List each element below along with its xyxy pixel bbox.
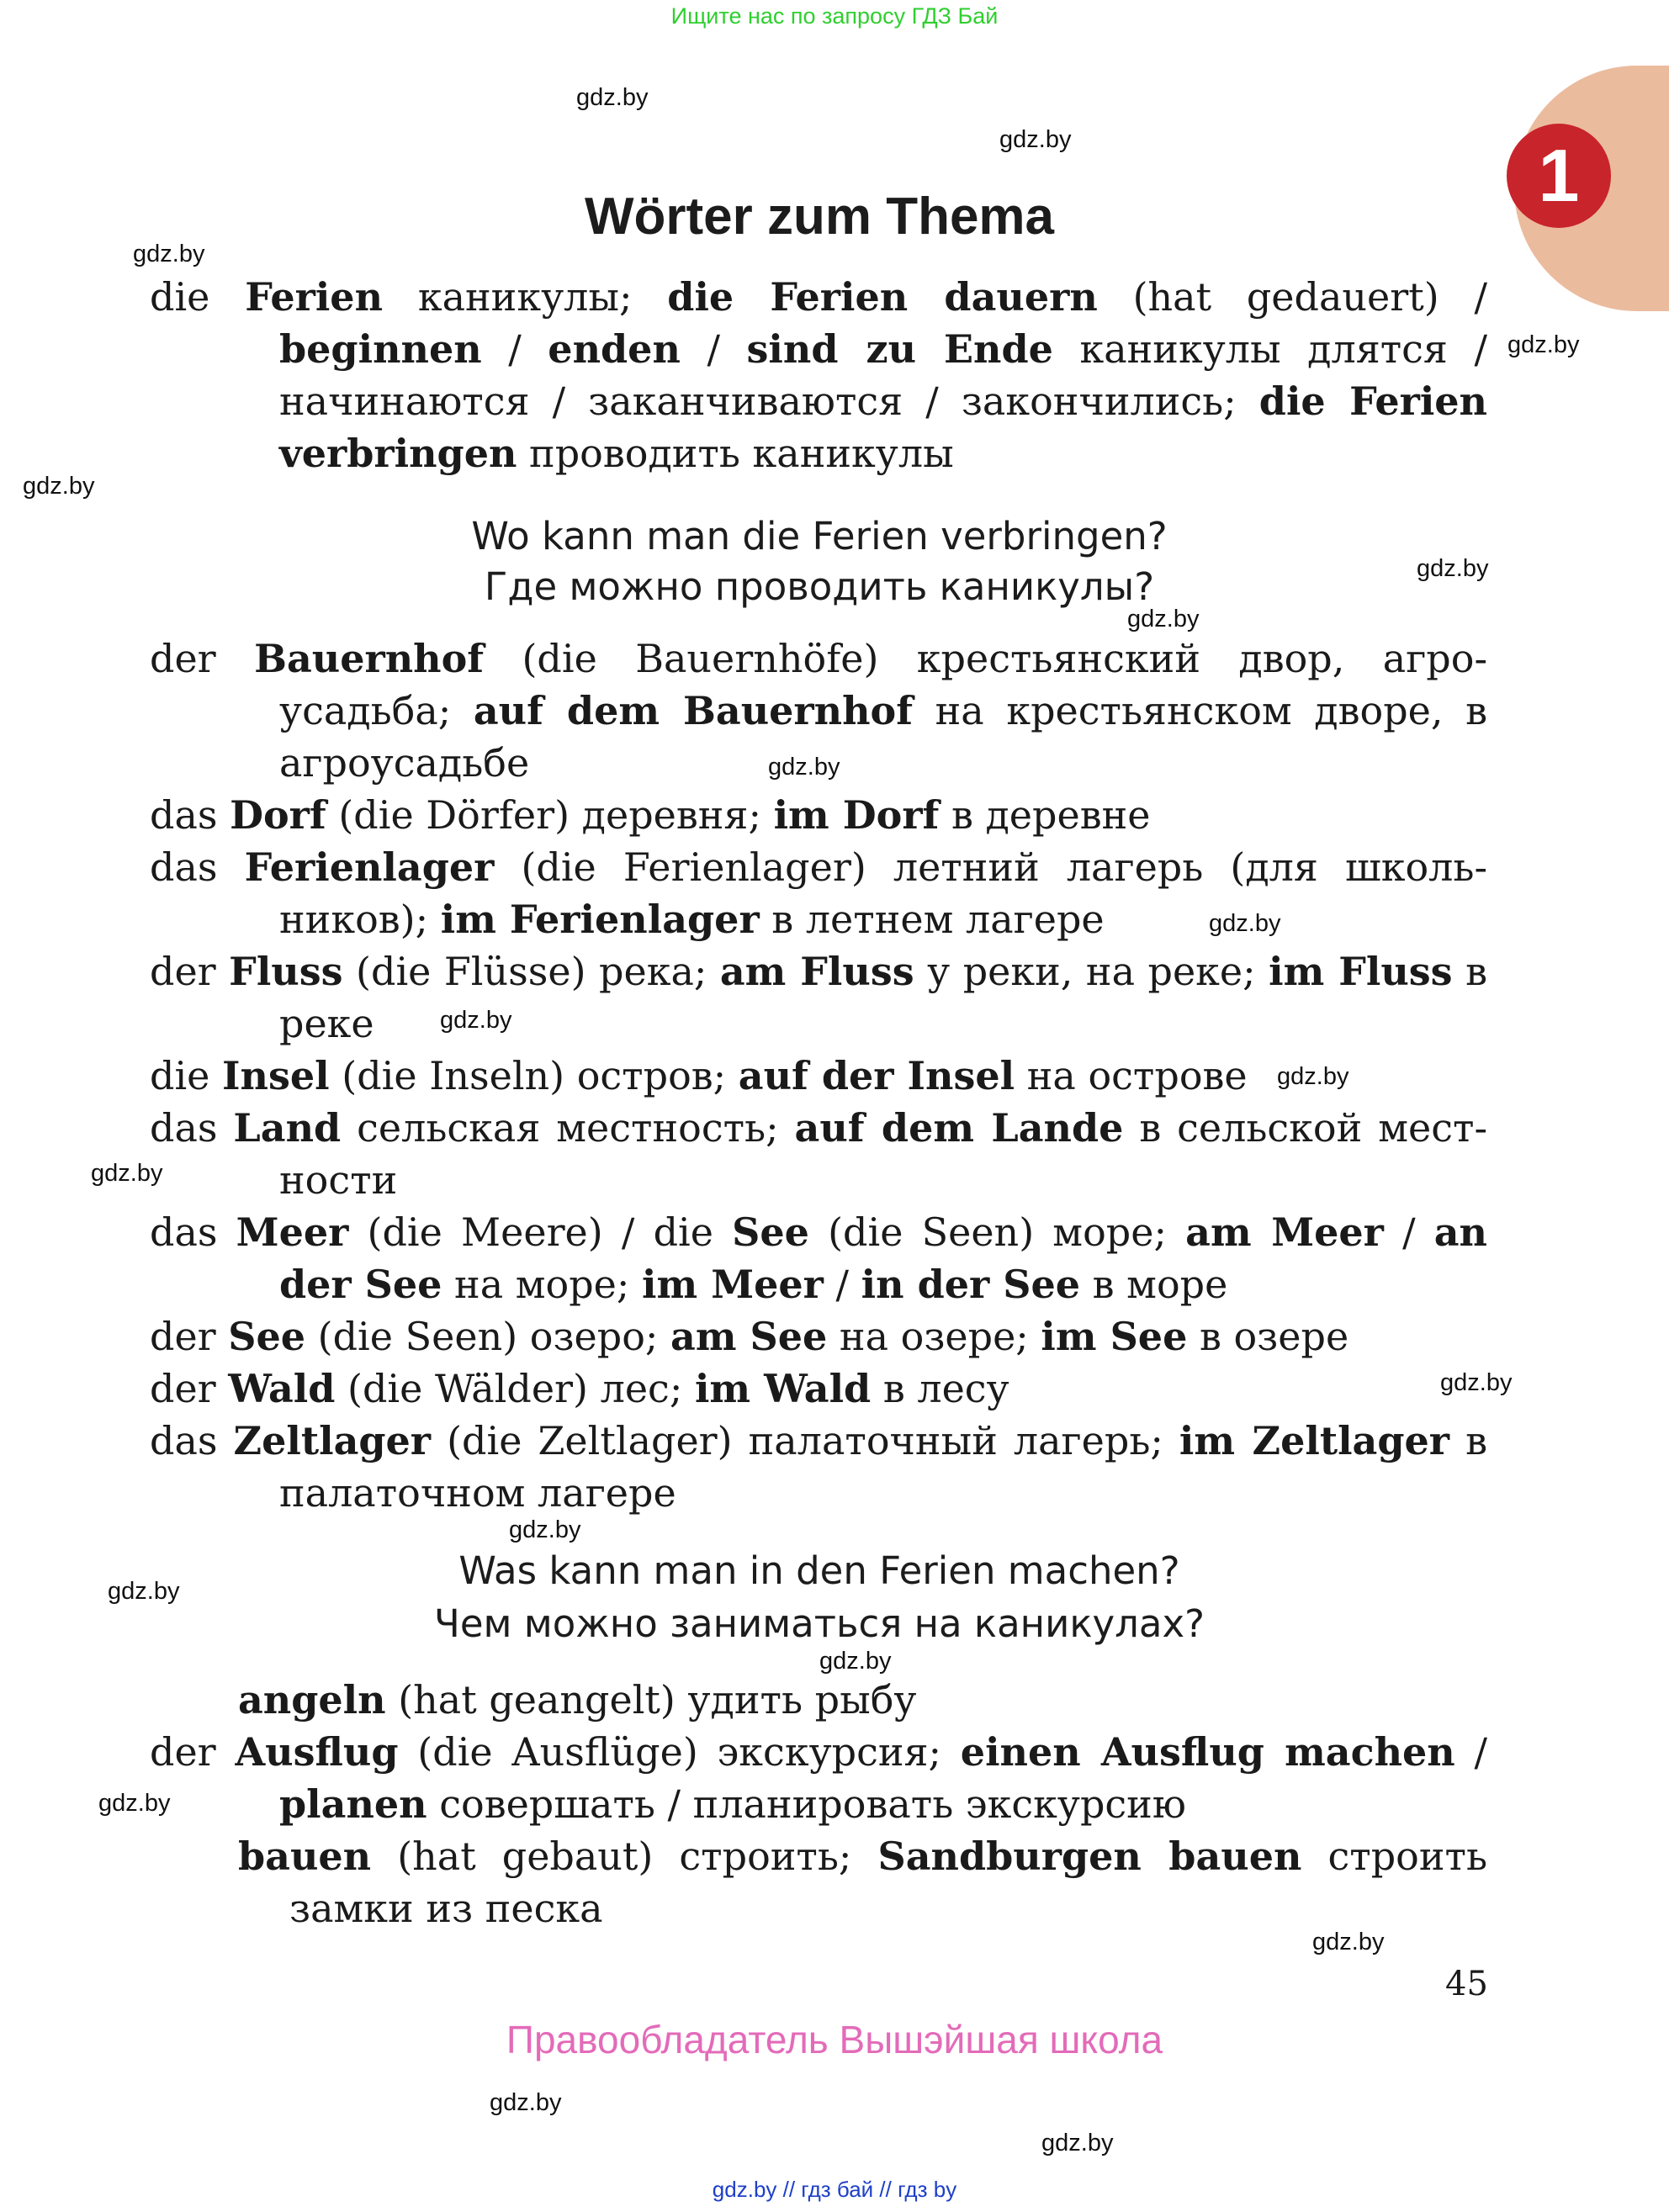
watermark: gdz.by [490, 2089, 562, 2116]
section-heading-de: Was kann man in den Ferien machen? [458, 1548, 1180, 1593]
headword-term: Insel [222, 1053, 330, 1098]
entry-fluss [150, 945, 1487, 1050]
watermark: gdz.by [98, 1790, 171, 1817]
watermark: gdz.by [768, 754, 840, 781]
watermark: gdz.by [91, 1160, 163, 1187]
entry-text: das [150, 792, 230, 838]
headword-term: angeln [238, 1677, 386, 1723]
entry-bauen [238, 1830, 1487, 1934]
entry-text: у реки, на реке; [914, 949, 1269, 994]
headword-term: im See [1041, 1314, 1188, 1359]
headword-term: im Wald [694, 1366, 872, 1411]
entry-text: der [150, 636, 255, 681]
entry-text: das [150, 1418, 234, 1463]
entry-land [150, 1102, 1487, 1206]
headword-term: im Dorf [773, 792, 940, 838]
headword-term: an der See [279, 1209, 1487, 1307]
headword-term: Wald [228, 1366, 336, 1411]
entry-text: проводить каникулы [517, 431, 954, 476]
entry-text: die [150, 274, 246, 320]
page-title: Wörter zum Thema [584, 188, 1055, 246]
entry-ferienlager [150, 841, 1487, 945]
entry-text: (die Seen) озеро; [305, 1314, 671, 1359]
entry-text: der [150, 1314, 229, 1359]
entry-text: в море [1080, 1262, 1228, 1307]
entry-text: der [150, 949, 230, 994]
entry-text: / [481, 326, 548, 372]
watermark: gdz.by [1507, 331, 1580, 358]
headword-term: Zeltlager [233, 1418, 432, 1463]
headword-term: Land [233, 1105, 342, 1151]
entry-text: в летнем лагере [759, 897, 1105, 942]
entry-text: (die Bauernhöfe) крестьянский двор, агро-усадьба; [279, 636, 1487, 733]
entry-text: строить замки из песка [289, 1834, 1487, 1931]
entry-text: в деревне [939, 792, 1151, 838]
headword-term: im Fluss [1269, 949, 1453, 994]
entry-text: в палаточном лагере [279, 1418, 1487, 1516]
entry-text: das [150, 844, 245, 890]
entry-text: (die Flüsse) река; [342, 949, 720, 994]
chapter-number-badge: 1 [1507, 124, 1611, 228]
entry-text: в реке [279, 949, 1487, 1046]
entry-text: (die Wälder) лес; [335, 1366, 695, 1411]
watermark: gdz.by [576, 84, 649, 111]
entry-text: в озере [1187, 1314, 1349, 1359]
entry-text: каникулы; [383, 274, 668, 320]
headword-term: am See [670, 1314, 828, 1359]
headword-term: Bauernhof [254, 636, 485, 681]
entry-text: hat gedauert [1147, 274, 1424, 320]
entry-text: (die Meere) / die [348, 1209, 733, 1255]
entry-text: (hat gebaut) строить; [371, 1834, 878, 1879]
headword-term: See [228, 1314, 306, 1359]
headword-term: im Meer [642, 1262, 824, 1307]
entry-angeln [238, 1674, 1487, 1726]
entry-text: / [1454, 1729, 1488, 1775]
headword-term: Ferienlager [244, 844, 495, 890]
watermark: gdz.by [23, 473, 95, 500]
entry-see [150, 1310, 1487, 1363]
watermark: gdz.by [1277, 1063, 1349, 1090]
entry-text: на озере; [827, 1314, 1041, 1359]
watermark: gdz.by [440, 1007, 512, 1034]
entry-text: на море; [442, 1262, 643, 1307]
watermark: gdz.by [1127, 606, 1200, 632]
section-heading-ru: Где можно проводить каникулы? [484, 564, 1155, 609]
entry-text: в сельской мест-ности [279, 1105, 1487, 1203]
entry-text: в лесу [871, 1366, 1009, 1411]
entry-text: (die Ferienlager) летний лагерь (для школь-ников); [279, 844, 1487, 942]
watermark: gdz.by [999, 126, 1072, 153]
headword-term: Meer [236, 1209, 349, 1255]
watermark: gdz.by [1209, 910, 1281, 937]
headword-term: Sandburgen bauen [877, 1834, 1302, 1879]
headword-term: Ferien [245, 274, 384, 320]
watermark: gdz.by [1041, 2130, 1114, 2156]
headword-term: beginnen [279, 326, 482, 372]
entry-text: ( [1097, 274, 1148, 320]
entry-text: ) / [1423, 274, 1487, 320]
headword-term: enden [548, 326, 681, 372]
section-heading-de: Wo kann man die Ferien verbringen? [471, 514, 1168, 558]
entry-zeltlager [150, 1415, 1487, 1519]
entry-text: на острове [1015, 1053, 1248, 1098]
watermark: gdz.by [1440, 1369, 1513, 1396]
footer-links[interactable]: gdz.by // гдз бай // гдз by [712, 2177, 957, 2202]
headword-term: im Ferienlager [440, 897, 760, 942]
headword-term: Ausflug [235, 1729, 399, 1775]
entry-text: (die Seen) море; [808, 1209, 1186, 1255]
section-heading-ru: Чем можно заниматься на каникулах? [434, 1601, 1205, 1646]
headword-term: die Ferien dauern [667, 274, 1098, 320]
top-banner: Ищите нас по запросу ГДЗ Бай [670, 3, 999, 29]
entry-text: die [150, 1053, 223, 1098]
watermark: gdz.by [1417, 555, 1489, 582]
headword-term: Dorf [230, 792, 326, 838]
entry-text: каникулы длятся / начинаются / заканчиваются / закончились; [279, 326, 1488, 424]
entry-text: das [150, 1209, 236, 1255]
entry-text: совершать / планировать экскурсию [427, 1781, 1186, 1827]
entry-ferien [150, 271, 1487, 479]
entry-text: / [680, 326, 747, 372]
headword-term: sind zu Ende [746, 326, 1053, 372]
headword-term: Fluss [229, 949, 343, 994]
headword-term: am Meer [1185, 1209, 1384, 1255]
entry-ausflug [150, 1726, 1487, 1830]
entry-text: (die Zeltlager) палаточный лагерь; [431, 1418, 1179, 1463]
entry-text: (die Dörfer) деревня; [326, 792, 774, 838]
entry-meer [150, 1206, 1487, 1310]
headword-term: am Fluss [719, 949, 914, 994]
watermark: gdz.by [819, 1648, 892, 1675]
entry-text: на крестьянском дворе, в агроусадьбе [279, 688, 1488, 786]
entry-text: der [150, 1729, 236, 1775]
headword-term: See [732, 1209, 809, 1255]
copyright-notice: Правообладатель Вышэйшая школа [506, 2018, 1163, 2061]
headword-term: im Zeltlager [1179, 1418, 1450, 1463]
entry-dorf [150, 789, 1487, 841]
headword-term: in der See [861, 1262, 1081, 1307]
entry-wald [150, 1363, 1487, 1415]
entry-text: der [150, 1366, 229, 1411]
headword-term: planen [279, 1781, 427, 1827]
headword-term: die Ferien verbringen [279, 378, 1487, 476]
headword-term: bauen [238, 1834, 372, 1879]
headword-term: auf dem Lande [794, 1105, 1124, 1151]
headword-term: auf der Insel [738, 1053, 1015, 1098]
entry-text: / [823, 1262, 861, 1307]
watermark: gdz.by [108, 1578, 180, 1605]
entry-text: / [1383, 1209, 1434, 1255]
headword-term: auf dem Bauernhof [473, 688, 914, 733]
entry-text: сельская местность; [341, 1105, 795, 1151]
watermark: gdz.by [509, 1516, 581, 1543]
watermark: gdz.by [1312, 1929, 1385, 1955]
headword-term: einen Ausflug machen [960, 1729, 1455, 1775]
entry-text: (die Inseln) остров; [329, 1053, 739, 1098]
entry-text: das [150, 1105, 234, 1151]
page-number: 45 [1445, 1965, 1488, 2003]
watermark: gdz.by [133, 241, 205, 267]
entry-text: (hat geangelt) удить рыбу [385, 1677, 917, 1723]
entry-text: (die Ausflüge) экскурсия; [398, 1729, 961, 1775]
